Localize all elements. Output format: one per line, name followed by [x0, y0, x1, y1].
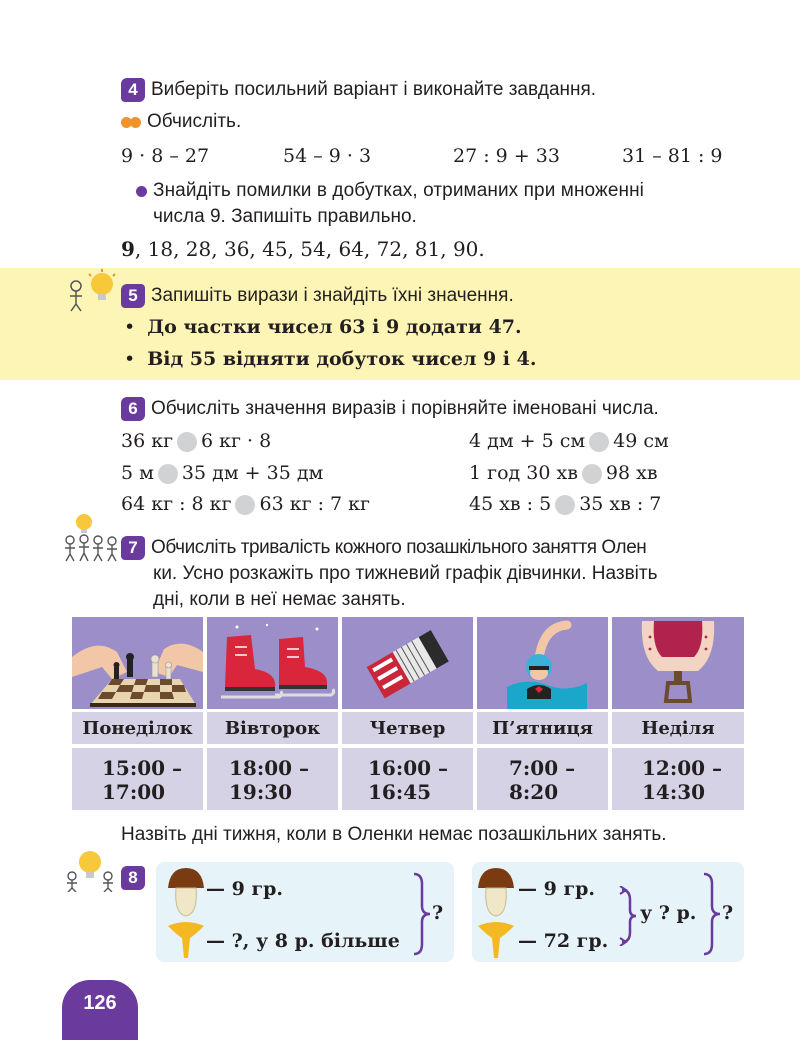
comparison-right: 49 см — [613, 430, 669, 452]
day-header: Неділя — [612, 712, 744, 744]
time-start: 16:00 – — [368, 756, 449, 780]
right-middle-label: у ? р. — [640, 902, 697, 924]
chanterelle-icon — [166, 920, 206, 960]
compare-circle[interactable] — [555, 495, 575, 515]
task-5-title: Запишіть вирази і знайдіть їхні значення. — [151, 285, 514, 306]
chess-image — [72, 617, 203, 709]
task-4-sub2-line1: Знайдіть помилки в добутках, отриманих при множенні — [153, 180, 644, 201]
comparison-left: 64 кг : 8 кг — [121, 493, 232, 515]
task-7-line3: дні, коли в неї немає занять. — [153, 589, 406, 610]
saddle-icon — [612, 617, 744, 709]
expression: 9 · 8 – 27 — [121, 145, 210, 167]
comparison-row — [121, 493, 370, 515]
right-question: ? — [722, 902, 734, 924]
horse-riding-image — [612, 617, 744, 709]
swimming-image — [477, 617, 608, 709]
time-cell — [72, 748, 203, 810]
day-header: Четвер — [342, 712, 473, 744]
comparison-left: 45 хв : 5 — [469, 493, 552, 515]
compare-circle[interactable] — [582, 464, 602, 484]
right-bottom-label: — 72 гр. — [518, 930, 609, 952]
curly-brace-icon — [702, 872, 722, 956]
sequence-rest: , 18, 28, 36, 45, 54, 64, 72, 81, 90. — [134, 237, 485, 261]
task-4-header — [121, 78, 596, 102]
group-people-lightbulb-icon — [62, 512, 120, 562]
task-5-header — [121, 284, 514, 308]
task-number-badge: 4 — [121, 78, 145, 102]
mushroom-icon — [166, 866, 206, 918]
left-top-label: — 9 гр. — [206, 878, 283, 900]
sequence-first: 9 — [121, 237, 135, 261]
time-end: 19:30 — [229, 780, 293, 804]
task-7-line1: Обчисліть тривалість кожного позашкільного заняття Олен — [151, 537, 647, 558]
expression: 31 – 81 : 9 — [622, 145, 723, 167]
time-cell — [207, 748, 338, 810]
time-end: 14:30 — [642, 780, 706, 804]
comparison-row — [469, 430, 669, 452]
task-4-sub2 — [136, 180, 644, 202]
task-7-header — [121, 536, 646, 560]
comparison-right: 6 кг · 8 — [201, 430, 272, 452]
comparison-right: 35 дм + 35 дм — [181, 462, 324, 484]
bullet-dot-icon — [136, 186, 147, 197]
time-start: 12:00 – — [642, 756, 723, 780]
list-item — [124, 316, 522, 338]
task-number-badge: 8 — [121, 866, 145, 890]
day-header: Вівторок — [207, 712, 338, 744]
comparison-left: 36 кг — [121, 430, 174, 452]
accordion-image — [342, 617, 473, 709]
task-4-sub1-label: Обчисліть. — [147, 111, 242, 132]
page-number: 126 — [62, 980, 138, 1040]
sequence — [121, 237, 485, 261]
arrow-brace-icon — [618, 886, 638, 946]
task-8-header — [121, 866, 145, 890]
task-7-note: Назвіть дні тижня, коли в Оленки немає позашкільних занять. — [121, 824, 667, 845]
task-5-item: До частки чисел 63 і 9 додати 47. — [147, 316, 522, 338]
chess-icon — [72, 617, 203, 709]
compare-circle[interactable] — [589, 432, 609, 452]
skates-image — [207, 617, 338, 709]
compare-circle[interactable] — [158, 464, 178, 484]
ice-skates-icon — [207, 617, 338, 709]
accordion-icon — [342, 617, 473, 709]
expression: 54 – 9 · 3 — [283, 145, 372, 167]
task-number-badge: 7 — [121, 536, 145, 560]
comparison-right: 35 хв : 7 — [579, 493, 662, 515]
comparison-row — [469, 493, 661, 515]
time-start: 15:00 – — [102, 756, 183, 780]
comparison-row — [121, 462, 323, 484]
right-top-label: — 9 гр. — [518, 878, 595, 900]
comparison-right: 63 кг : 7 кг — [259, 493, 370, 515]
task-4-sub2-line2: числа 9. Запишіть правильно. — [153, 206, 417, 227]
thinking-person-lightbulb-icon — [62, 848, 118, 892]
expression: 27 : 9 + 33 — [453, 145, 560, 167]
difficulty-dots-icon — [121, 117, 141, 128]
compare-circle[interactable] — [177, 432, 197, 452]
comparison-row — [469, 462, 658, 484]
day-header: П’ятниця — [477, 712, 608, 744]
mushroom-icon — [476, 866, 516, 918]
list-item — [124, 348, 536, 370]
curly-brace-icon — [412, 872, 432, 956]
comparison-right: 98 хв — [605, 462, 658, 484]
time-end: 8:20 — [509, 780, 559, 804]
task-number-badge: 6 — [121, 397, 145, 421]
swimmer-icon — [477, 617, 608, 709]
time-start: 7:00 – — [509, 756, 576, 780]
task-6-header — [121, 397, 659, 421]
left-bottom-label: — ?, у 8 р. більше — [206, 930, 400, 952]
comparison-left: 4 дм + 5 см — [469, 430, 586, 452]
time-end: 17:00 — [102, 780, 166, 804]
time-cell — [342, 748, 473, 810]
problem-box-left — [156, 862, 454, 962]
comparison-row — [121, 430, 271, 452]
chanterelle-icon — [476, 920, 516, 960]
task-7-line2: ки. Усно розкажіть про тижневий графік дівчинки. Назвіть — [153, 563, 658, 584]
left-question: ? — [432, 902, 444, 924]
task-5-item: Від 55 відняти добуток чисел 9 і 4. — [147, 348, 537, 370]
bullet-icon: • — [124, 348, 136, 370]
comparison-left: 1 год 30 хв — [469, 462, 578, 484]
problem-box-right — [472, 862, 744, 962]
time-cell — [477, 748, 608, 810]
task-6-title: Обчисліть значення виразів і порівняйте іменовані числа. — [151, 398, 659, 419]
task-number-badge: 5 — [121, 284, 145, 308]
thinking-person-lightbulb-icon — [62, 268, 118, 312]
task-4-sub1 — [121, 111, 241, 133]
bullet-icon: • — [124, 316, 136, 338]
task-4-title: Виберіть посильний варіант і виконайте завдання. — [151, 79, 597, 100]
time-start: 18:00 – — [229, 756, 310, 780]
compare-circle[interactable] — [235, 495, 255, 515]
time-end: 16:45 — [368, 780, 432, 804]
comparison-left: 5 м — [121, 462, 154, 484]
day-header: Понеділок — [72, 712, 203, 744]
time-cell — [612, 748, 744, 810]
